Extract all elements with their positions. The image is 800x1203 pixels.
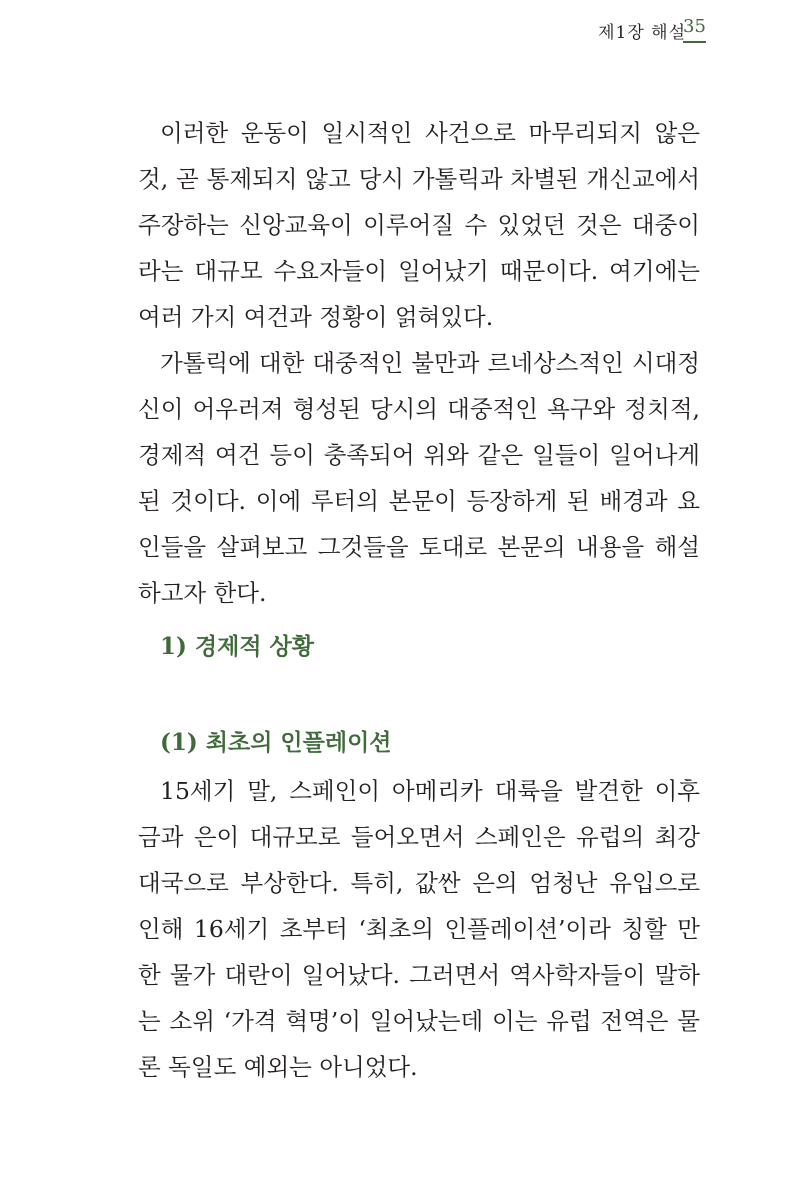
paragraph: 이러한 운동이 일시적인 사건으로 마무리되지 않은 것, 곧 통제되지 않고 당시 가톨릭과 차별된 개신교에서 주장하는 신앙교육이 이루어질 수 있었던 것은 대중이라는 대규모 수요자들이 일어났기 때문이다. 여기에는 여러 가지 여건과 정황이 얽혀있다. [138, 119, 700, 331]
section-heading: 1) 경제적 상황 [160, 633, 314, 660]
chapter-title: 제1장 해설 [598, 23, 686, 43]
paragraph-block-3 [138, 768, 700, 1090]
subsection-heading: (1) 최초의 인플레이션 [160, 729, 392, 756]
paragraph-block-1 [138, 110, 700, 340]
page-number: 35 [683, 16, 706, 43]
paragraph: 15세기 말, 스페인이 아메리카 대륙을 발견한 이후 금과 은이 대규모로 들어오면서 스페인은 유럽의 최강대국으로 부상한다. 특히, 값싼 은의 엄청난 유입으로 인해 16세기 초부터 ‘최초의 인플레이션’이라 칭할 만한 물가 대란이 일어났다. 그러면서 역사학자들이 말하는 소위 ‘가격 혁명’이 일어났는데 이는 유럽 전역은 물론 독일도 예외는 아니었다. [138, 777, 700, 1081]
paragraph: 가톨릭에 대한 대중적인 불만과 르네상스적인 시대정신이 어우러져 형성된 당시의 대중적인 욕구와 정치적, 경제적 여건 등이 충족되어 위와 같은 일들이 일어나게 된 것이다. 이에 루터의 본문이 등장하게 된 배경과 요인들을 살펴보고 그것들을 토대로 본문의 내용을 해설하고자 한다. [138, 349, 700, 607]
paragraph-block-2 [138, 340, 700, 616]
